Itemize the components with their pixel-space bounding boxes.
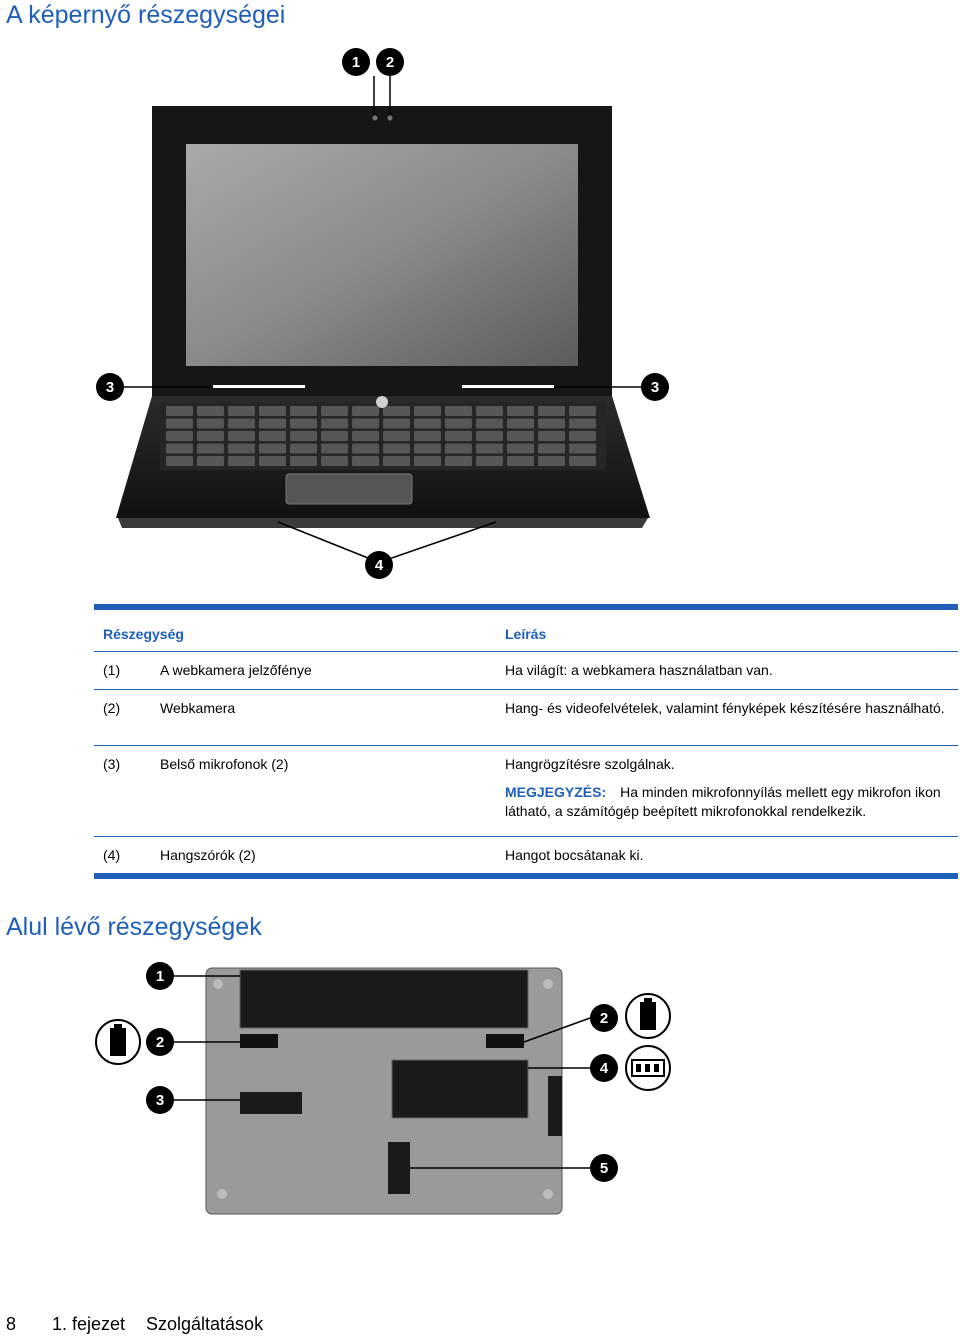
svg-text:2: 2 xyxy=(599,1010,609,1027)
vent-bottom xyxy=(388,1142,410,1194)
callout-1 xyxy=(342,48,370,76)
keyboard-key xyxy=(228,419,255,429)
keyboard-key xyxy=(166,406,193,416)
vent-right xyxy=(548,1076,562,1136)
row-component: Webkamera xyxy=(160,700,236,716)
svg-text:2: 2 xyxy=(385,54,395,71)
callout-1 xyxy=(146,962,174,990)
row-number: (3) xyxy=(103,756,121,772)
row-number: (2) xyxy=(103,700,121,716)
row-component: Hangszórók (2) xyxy=(160,847,256,863)
row-component: Belső mikrofonok (2) xyxy=(160,756,289,772)
battery-icon xyxy=(626,994,670,1038)
keyboard-key xyxy=(383,456,410,466)
keyboard-key xyxy=(445,419,472,429)
section-title-display-components: A képernyő részegységei xyxy=(6,1,286,29)
keyboard-key xyxy=(476,419,503,429)
memory-module-icon xyxy=(626,1046,670,1090)
memory-module-compartment xyxy=(392,1060,528,1118)
keyboard-key xyxy=(383,419,410,429)
keyboard-key xyxy=(352,419,379,429)
svg-text:3: 3 xyxy=(155,1092,165,1109)
callout-3 xyxy=(146,1086,174,1114)
keyboard-key xyxy=(383,406,410,416)
callout-3-left xyxy=(96,373,124,401)
microphone-right xyxy=(462,385,554,388)
keyboard-key xyxy=(445,444,472,454)
header-description: Leírás xyxy=(505,626,547,642)
keyboard-key xyxy=(259,419,286,429)
keyboard-key xyxy=(228,456,255,466)
laptop-screen xyxy=(186,144,578,366)
keyboard-key xyxy=(507,431,534,441)
row-description: Hangot bocsátanak ki. xyxy=(505,847,644,863)
keyboard-key xyxy=(414,419,441,429)
keyboard-key xyxy=(414,406,441,416)
svg-text:1: 1 xyxy=(155,968,165,985)
keyboard-key xyxy=(445,456,472,466)
keyboard-key xyxy=(290,406,317,416)
svg-text:4: 4 xyxy=(374,557,384,574)
battery-release-left xyxy=(240,1034,278,1048)
battery-bay xyxy=(240,970,528,1028)
keyboard-key xyxy=(569,406,596,416)
keyboard-key xyxy=(166,431,193,441)
row-description: Hang- és videofelvételek, valamint fényképek készítésére használható. xyxy=(505,700,945,716)
keyboard-key xyxy=(507,406,534,416)
battery-icon xyxy=(96,1020,140,1064)
components-table xyxy=(94,604,958,879)
table-row xyxy=(94,652,958,690)
keyboard-key xyxy=(538,456,565,466)
keyboard-key xyxy=(383,444,410,454)
page-number: 8 xyxy=(6,1314,17,1334)
keyboard-key xyxy=(228,406,255,416)
note xyxy=(505,783,952,821)
keyboard-key xyxy=(569,456,596,466)
row-component: A webkamera jelzőfénye xyxy=(160,662,312,678)
keyboard-key xyxy=(414,431,441,441)
webcam-lens xyxy=(388,116,393,121)
keyboard-key xyxy=(476,406,503,416)
keyboard-key xyxy=(569,419,596,429)
section-title-bottom-components: Alul lévő részegységek xyxy=(6,913,262,941)
keyboard-key xyxy=(197,419,224,429)
keyboard-key xyxy=(538,406,565,416)
svg-text:2: 2 xyxy=(155,1034,165,1051)
keyboard-key xyxy=(569,431,596,441)
keyboard-key xyxy=(290,456,317,466)
keyboard-key xyxy=(507,456,534,466)
svg-text:3: 3 xyxy=(650,379,660,396)
keyboard-key xyxy=(414,444,441,454)
keyboard-key xyxy=(321,431,348,441)
keyboard-key xyxy=(197,444,224,454)
svg-text:3: 3 xyxy=(105,379,115,396)
keyboard-key xyxy=(166,444,193,454)
keyboard-key xyxy=(228,431,255,441)
keyboard-key xyxy=(197,431,224,441)
microphone-left xyxy=(213,385,305,388)
note-label: MEGJEGYZÉS: xyxy=(505,784,607,800)
keyboard-key xyxy=(259,444,286,454)
chapter-number: 1. fejezet xyxy=(52,1314,126,1334)
keyboard-key xyxy=(321,456,348,466)
power-button xyxy=(376,396,388,408)
row-number: (1) xyxy=(103,662,121,678)
table-row xyxy=(94,746,958,837)
touchpad xyxy=(286,474,412,504)
keyboard-key xyxy=(290,431,317,441)
keyboard-key xyxy=(352,444,379,454)
table-bottom-rule xyxy=(94,873,958,879)
callout-4 xyxy=(365,551,393,579)
keyboard-key xyxy=(445,431,472,441)
callout-2-right xyxy=(590,1004,618,1032)
keyboard-key xyxy=(538,431,565,441)
keyboard-key xyxy=(197,456,224,466)
keyboard-key xyxy=(259,431,286,441)
keyboard-key xyxy=(259,456,286,466)
chapter-title: Szolgáltatások xyxy=(146,1314,264,1334)
row-number: (4) xyxy=(103,847,121,863)
battery-release-right xyxy=(486,1034,524,1048)
callout-3-right xyxy=(641,373,669,401)
keyboard-key xyxy=(507,419,534,429)
keyboard-key xyxy=(290,419,317,429)
laptop-front-edge xyxy=(118,518,648,528)
keyboard-key xyxy=(352,406,379,416)
table-row xyxy=(94,837,958,873)
keyboard-key xyxy=(197,406,224,416)
table-row xyxy=(94,690,958,746)
keyboard-key xyxy=(383,431,410,441)
keyboard-key xyxy=(259,406,286,416)
callout-4 xyxy=(590,1054,618,1082)
svg-text:1: 1 xyxy=(351,54,361,71)
keyboard-key xyxy=(569,444,596,454)
webcam-light xyxy=(373,116,378,121)
laptop-bottom-figure xyxy=(90,958,680,1223)
laptop-display-figure xyxy=(90,40,690,585)
keyboard-key xyxy=(507,444,534,454)
keyboard-key xyxy=(321,406,348,416)
keyboard-key xyxy=(290,444,317,454)
keyboard-key xyxy=(321,419,348,429)
row-description-text: Hangrögzítésre szolgálnak. xyxy=(505,756,675,772)
keyboard-key xyxy=(538,444,565,454)
keyboard-key xyxy=(476,431,503,441)
callout-2-left xyxy=(146,1028,174,1056)
keyboard-key xyxy=(414,456,441,466)
keyboard-key xyxy=(166,419,193,429)
row-description xyxy=(505,746,958,821)
header-component: Részegység xyxy=(103,626,184,642)
svg-text:5: 5 xyxy=(599,1160,609,1177)
keyboard-key xyxy=(476,456,503,466)
row-description: Ha világít: a webkamera használatban van. xyxy=(505,662,773,678)
vent-left xyxy=(240,1092,302,1114)
keyboard-key xyxy=(166,456,193,466)
keyboard-key xyxy=(352,431,379,441)
table-header-row xyxy=(94,610,958,652)
note-text: Ha minden mikrofonnyílás mellett egy mikrofon ikon látható, a számítógép beépített mikrofonokkal rendelkezik. xyxy=(505,784,941,819)
keyboard-key xyxy=(321,444,348,454)
keyboard-key xyxy=(228,444,255,454)
svg-text:4: 4 xyxy=(599,1060,609,1077)
keyboard-key xyxy=(476,444,503,454)
keyboard-key xyxy=(352,456,379,466)
keyboard-key xyxy=(538,419,565,429)
callout-5 xyxy=(590,1154,618,1182)
keyboard-key xyxy=(445,406,472,416)
callout-2 xyxy=(376,48,404,76)
